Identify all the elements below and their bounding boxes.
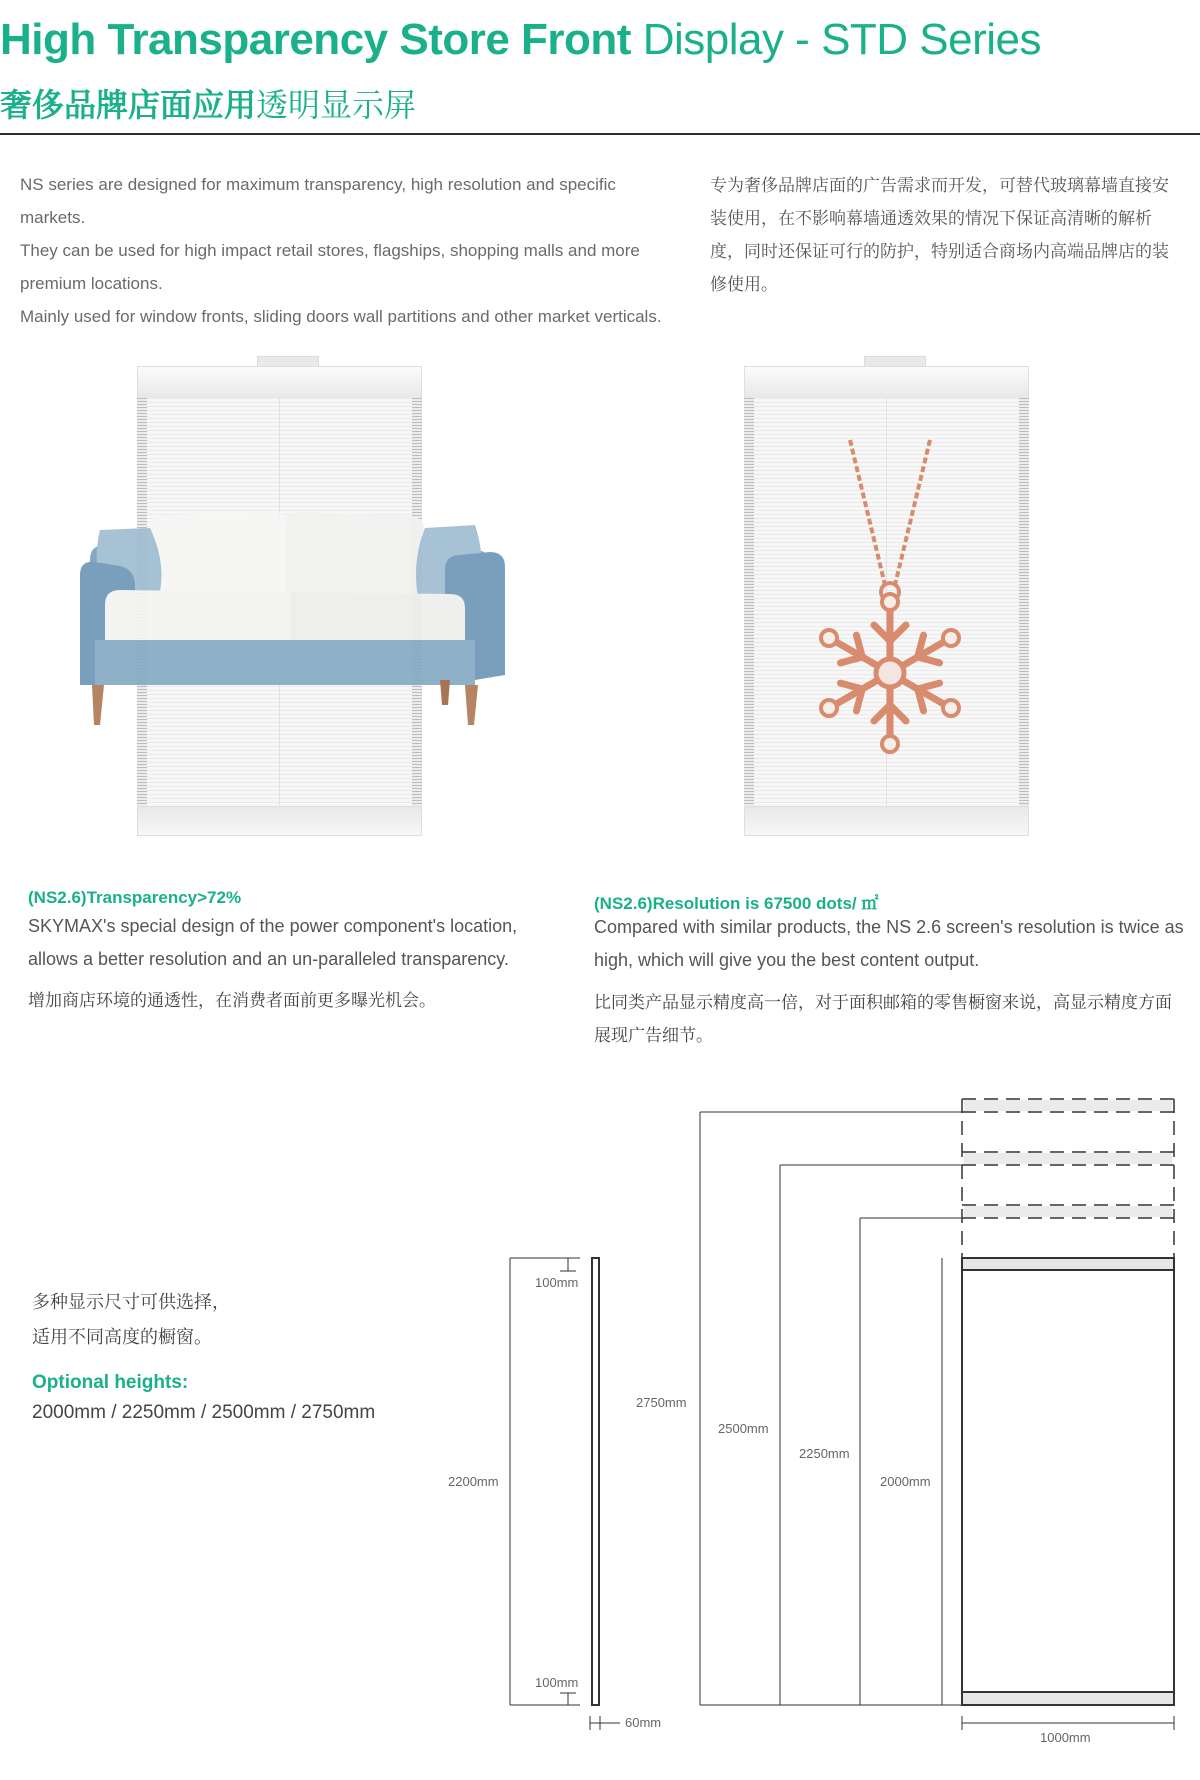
subtitle-bold: 奢侈品牌店面应用 — [0, 86, 257, 124]
page-title — [0, 8, 1041, 72]
intro-line-1: NS series are designed for maximum transparency, high resolution and specific markets. — [20, 175, 616, 227]
title-bold: High Transparency Store Front — [0, 15, 631, 64]
optional-heights-heading: Optional heights: — [32, 1372, 189, 1393]
snowflake-pendant-icon — [790, 420, 990, 780]
intro-english — [20, 168, 680, 333]
dim-2250: 2250mm — [799, 1446, 850, 1461]
transparency-text-cn: 增加商店环境的通透性，在消费者面前更多曝光机会。 — [28, 991, 436, 1011]
sofa-illustration-icon — [80, 500, 510, 745]
resolution-heading: (NS2.6)Resolution is 67500 dots/ ㎡ — [594, 894, 879, 913]
resolution-text-en: Compared with similar products, the NS 2.6 screen's resolution is twice as high, which will give you the best content output. — [594, 917, 1184, 970]
dim-2000: 2000mm — [880, 1474, 931, 1489]
page-subtitle — [0, 80, 416, 130]
header-rule — [0, 133, 1200, 135]
dim-depth: 60mm — [625, 1715, 662, 1730]
dim-total-height: 2200mm — [448, 1474, 499, 1489]
dimension-drawing — [0, 1080, 1200, 1780]
dim-top-margin: 100mm — [535, 1275, 579, 1290]
dim-bottom-margin: 100mm — [535, 1675, 579, 1690]
intro-line-3: Mainly used for window fronts, sliding doors wall partitions and other market verticals. — [20, 307, 662, 326]
resolution-text-cn: 比同类产品显示精度高一倍，对于面积邮箱的零售橱窗来说，高显示精度方面展现广告细节。 — [594, 993, 1172, 1046]
dim-width: 1000mm — [1040, 1730, 1091, 1745]
transparency-heading: (NS2.6)Transparency>72% — [28, 888, 242, 907]
transparency-text-en: SKYMAX's special design of the power component's location, allows a better resolution and an un-paralleled transparency. — [28, 916, 518, 969]
dim-2750: 2750mm — [636, 1395, 687, 1410]
dim-2500: 2500mm — [718, 1421, 769, 1436]
size-options-line-2: 适用不同高度的橱窗。 — [32, 1327, 212, 1348]
subtitle-light: 透明显示屏 — [256, 86, 417, 124]
intro-chinese: 专为奢侈品牌店面的广告需求而开发，可替代玻璃幕墙直接安装使用，在不影响幕墙通透效果的情况下保证高清晰的解析度，同时还保证可行的防护，特别适合商场内高端品牌店的装修使用。 — [710, 176, 1169, 295]
title-light: Display - STD Series — [630, 15, 1042, 64]
intro-line-2: They can be used for high impact retail stores, flagships, shopping malls and more premium locations. — [20, 241, 640, 293]
optional-heights-values: 2000mm / 2250mm / 2500mm / 2750mm — [32, 1402, 376, 1423]
size-options-line-1: 多种显示尺寸可供选择， — [32, 1292, 230, 1313]
